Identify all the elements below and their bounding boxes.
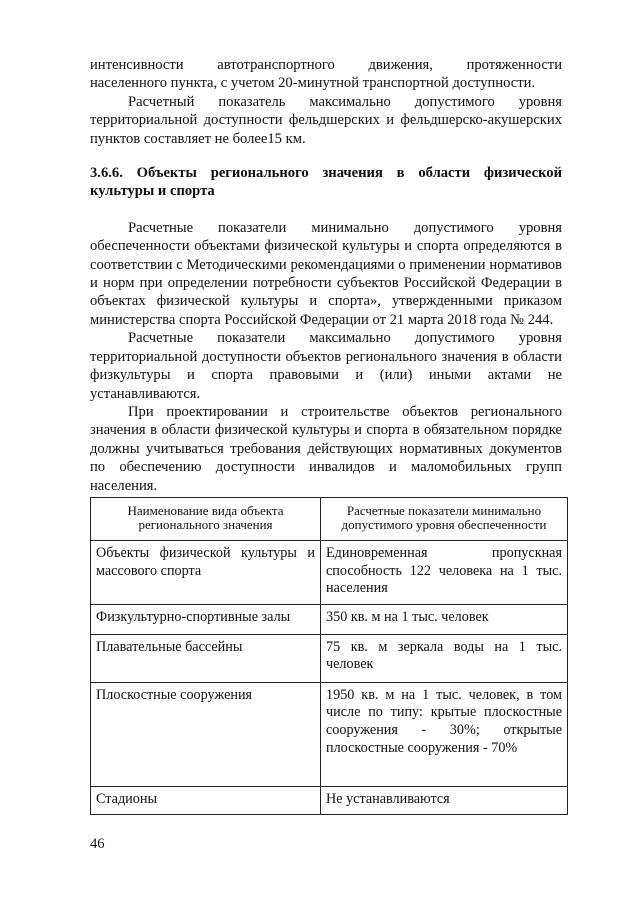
table-header-object-type: Наименование вида объекта регионального значения xyxy=(91,497,321,540)
table-row xyxy=(91,604,568,634)
table-cell-value: 1950 кв. м на 1 тыс. человек, в том числе по типу: крытые плоскостные сооружения - 30%; открытые плоскостные сооружения - 70% xyxy=(321,682,568,786)
page-number: 46 xyxy=(90,836,105,852)
table-row xyxy=(91,786,568,815)
paragraph-feldsher-points: Расчетный показатель максимально допустимого уровня территориальной доступности фельдшерских и фельдшерско-акушерских пунктов составляет не более15 км. xyxy=(90,93,562,147)
table-cell-value: 75 кв. м зеркала воды на 1 тыс. человек xyxy=(321,634,568,682)
section-heading xyxy=(90,164,562,201)
table-cell-object: Стадионы xyxy=(91,786,321,815)
table-header-row xyxy=(91,497,568,540)
standards-table xyxy=(90,497,568,815)
table-row xyxy=(91,540,568,604)
table-cell-object: Физкультурно-спортивные залы xyxy=(91,604,321,634)
table-header-indicators: Расчетные показатели минимально допустимого уровня обеспеченности xyxy=(321,497,568,540)
table-cell-object: Плоскостные сооружения xyxy=(91,682,321,786)
section-title: Объекты регионального значения в области физической культуры и спорта xyxy=(90,165,562,200)
paragraph-continuation-line: интенсивности автотранспортного движения, протяженности xyxy=(90,57,562,73)
table-row xyxy=(91,634,568,682)
document-page xyxy=(90,56,562,815)
paragraph-continuation-end: населенного пункта, с учетом 20-минутной транспортной доступности. xyxy=(90,75,536,92)
table-cell-object: Плавательные бассейны xyxy=(91,634,321,682)
table-cell-value: Единовременная пропускная способность 122 человека на 1 тыс. населения xyxy=(321,540,568,604)
table-cell-value: 350 кв. м на 1 тыс. человек xyxy=(321,604,568,634)
table-cell-value: Не устанавливаются xyxy=(321,786,568,815)
section-number: 3.6.6. xyxy=(90,165,123,182)
paragraph-max-accessibility: Расчетные показатели максимально допустимого уровня территориальной доступности объектов регионального значения в области физкультуры и спорта правовыми и (или) иными актами не устанавливаются. xyxy=(90,330,562,402)
paragraph-min-provision: Расчетные показатели минимально допустимого уровня обеспеченности объектами физической культуры и спорта определяются в соответствии с Методическими рекомендациями о применении нормативов и норм при определении потребности субъектов Российской Федерации в объектах физической культуры и спорта», утвержденными приказом министерства спорта Российской Федерации от 21 марта 2018 года № 244. xyxy=(90,219,562,328)
paragraph-disabled-access: При проектировании и строительстве объектов регионального значения в области физической культуры и спорта в обязательном порядке должны учитываться требования действующих нормативных документов по обеспечению доступности инвалидов и маломобильных групп населения. xyxy=(90,403,562,494)
table-row xyxy=(91,682,568,786)
table-cell-object: Объекты физической культуры и массового спорта xyxy=(91,540,321,604)
